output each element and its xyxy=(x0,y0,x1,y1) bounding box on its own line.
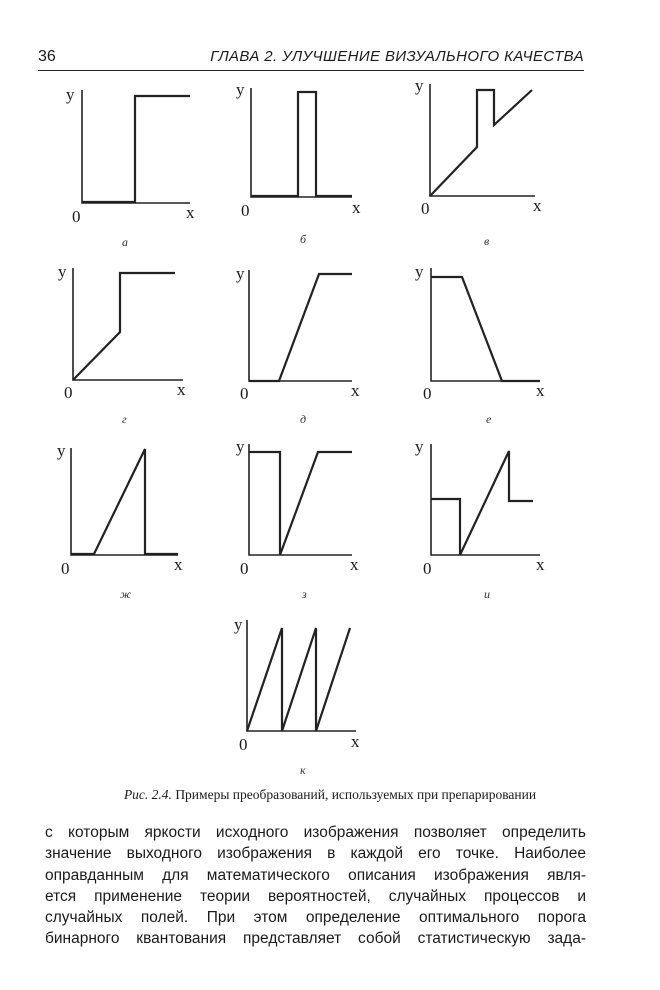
origin-label: 0 xyxy=(72,207,81,226)
curve xyxy=(71,449,178,554)
origin-label: 0 xyxy=(240,384,249,403)
curve xyxy=(82,96,190,202)
x-axis-label: x xyxy=(536,555,545,574)
x-axis-label: x xyxy=(351,381,360,400)
origin-label: 0 xyxy=(64,383,73,402)
y-axis-label: y xyxy=(236,80,245,99)
figure-label-i: и xyxy=(484,587,490,601)
figure-label-d: д xyxy=(300,412,307,426)
graph-a xyxy=(66,85,195,249)
origin-label: 0 xyxy=(423,384,432,403)
graph-g xyxy=(58,262,186,426)
origin-label: 0 xyxy=(421,199,430,218)
text-line: с которым яркости исходного изображения позволяет определить xyxy=(45,824,586,841)
x-axis-label: x xyxy=(177,380,186,399)
page-number: 36 xyxy=(38,48,56,65)
caption-text: Примеры преобразований, используемых при препарировании xyxy=(175,787,537,802)
figure-label-z: з xyxy=(302,587,307,601)
curve xyxy=(431,277,540,381)
axes xyxy=(247,620,356,731)
x-axis-label: x xyxy=(186,203,195,222)
text-line: бинарного квантования представляет собой статистическую зада- xyxy=(45,930,586,948)
graph-k xyxy=(234,615,360,777)
axes xyxy=(71,448,178,555)
figure-label-g: г xyxy=(122,412,127,426)
curve xyxy=(247,628,350,731)
figure-label-b: б xyxy=(300,232,307,246)
curve xyxy=(73,273,175,380)
axes xyxy=(431,268,540,381)
figure-label-zh: ж xyxy=(120,587,132,601)
graph-e xyxy=(415,262,545,426)
x-axis-label: x xyxy=(352,198,361,217)
curve xyxy=(430,90,532,196)
y-axis-label: y xyxy=(58,262,67,281)
running-title: ГЛАВА 2. УЛУЧШЕНИЕ ВИЗУАЛЬНОГО КАЧЕСТВА xyxy=(210,48,584,65)
graph-i xyxy=(415,437,545,601)
y-axis-label: y xyxy=(66,85,75,104)
origin-label: 0 xyxy=(239,735,248,754)
origin-label: 0 xyxy=(61,559,70,578)
origin-label: 0 xyxy=(240,559,249,578)
graph-v xyxy=(415,76,542,248)
text-line: оправданным для математического описания изображения явля- xyxy=(45,866,586,884)
origin-label: 0 xyxy=(241,201,250,220)
figure-label-k: к xyxy=(300,763,306,777)
graph-b xyxy=(236,80,361,246)
curve xyxy=(431,451,533,555)
x-axis-label: x xyxy=(351,732,360,751)
y-axis-label: y xyxy=(415,437,424,456)
origin-label: 0 xyxy=(423,559,432,578)
body-paragraph xyxy=(45,822,586,950)
text-line: случайных полей. При этом определение оптимального порога xyxy=(45,909,586,927)
y-axis-label: y xyxy=(415,262,424,281)
figure-label-e: е xyxy=(486,412,492,426)
axes xyxy=(251,88,352,197)
graph-d xyxy=(236,264,360,426)
x-axis-label: x xyxy=(536,381,545,400)
x-axis-label: x xyxy=(350,555,359,574)
y-axis-label: y xyxy=(234,615,243,634)
figure-label-v: в xyxy=(484,234,490,248)
curve xyxy=(251,92,352,196)
text-line: ется применение теории вероятностей, случайных процессов и xyxy=(45,887,586,905)
figure-caption xyxy=(0,787,660,803)
y-axis-label: y xyxy=(415,76,424,95)
x-axis-label: x xyxy=(174,555,183,574)
caption-label: Рис. 2.4. xyxy=(123,787,172,802)
x-axis-label: x xyxy=(533,196,542,215)
graph-z xyxy=(236,437,359,601)
y-axis-label: y xyxy=(57,441,66,460)
figure-label-a: а xyxy=(122,235,128,249)
y-axis-label: y xyxy=(236,437,245,456)
curve xyxy=(249,274,352,381)
graph-zh xyxy=(57,441,183,601)
y-axis-label: y xyxy=(236,264,245,283)
curve xyxy=(249,452,352,555)
text-line: значение выходного изображения в каждой его точке. Наиболее xyxy=(45,845,586,863)
